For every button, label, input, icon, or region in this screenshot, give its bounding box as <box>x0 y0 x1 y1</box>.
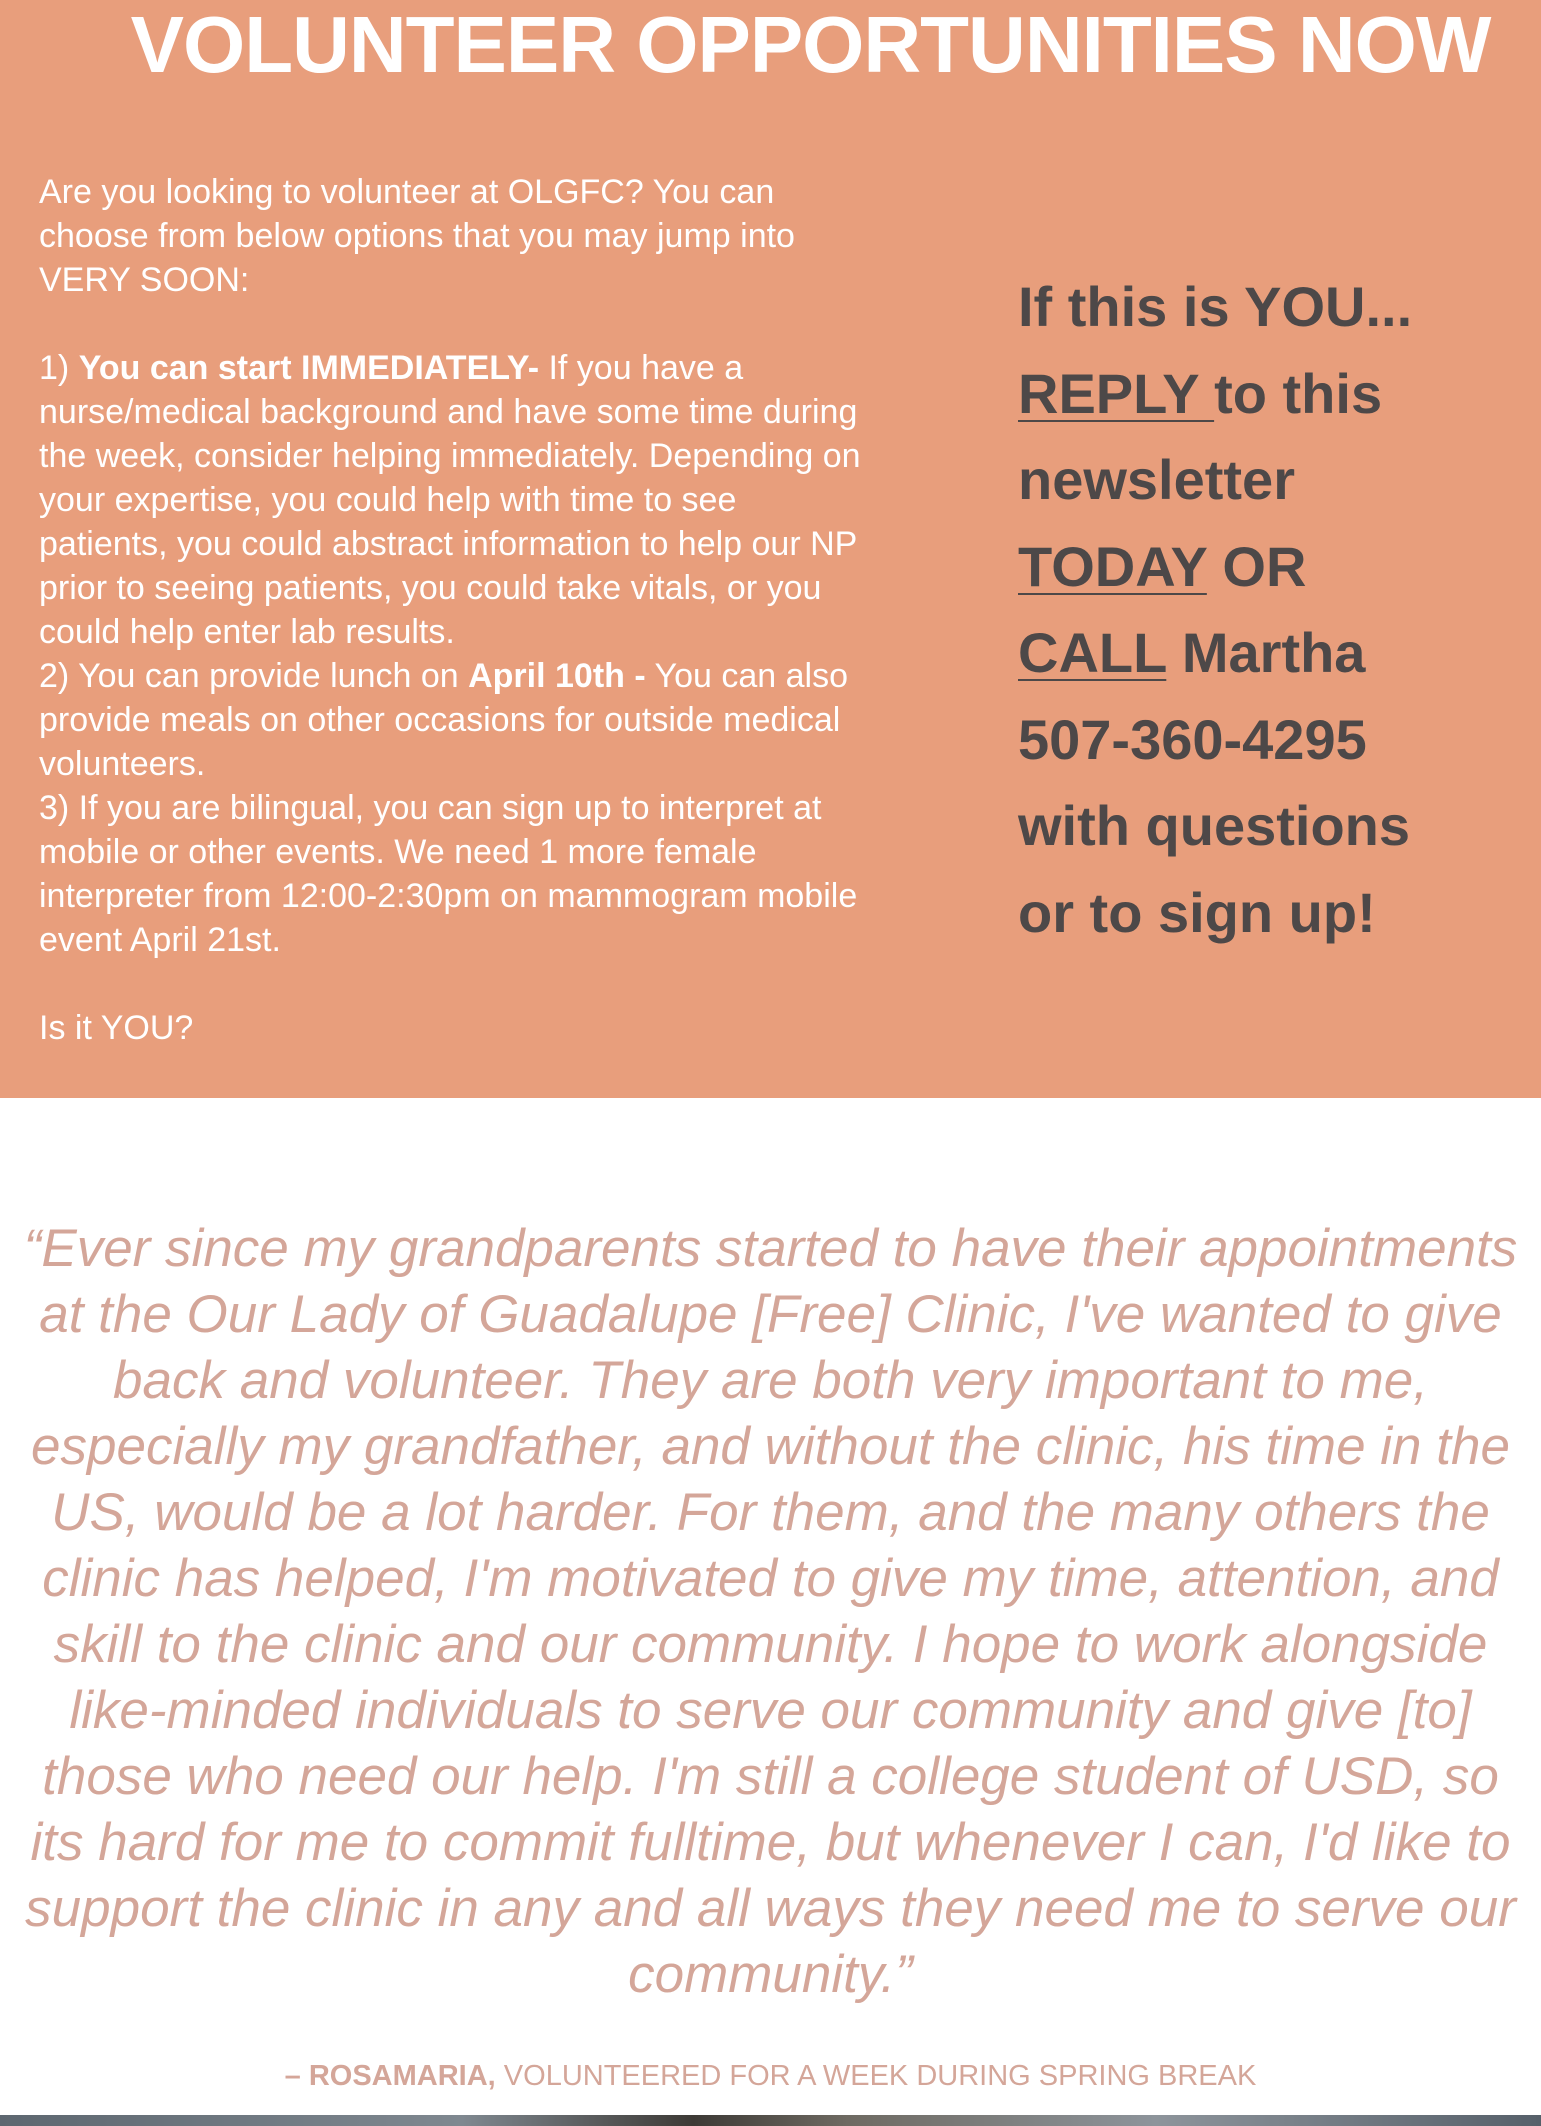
intro-text: Are you looking to volunteer at OLGFC? You can choose from below options that you may jump into VERY SOON: <box>39 173 795 299</box>
testimonial-author: – ROSAMARIA, <box>284 2060 496 2092</box>
closing-question: Is it YOU? <box>39 1009 194 1047</box>
option-1-heading: You can start IMMEDIATELY- <box>78 349 540 387</box>
page-title: VOLUNTEER OPPORTUNITIES NOW <box>130 0 1491 89</box>
option-2 <box>39 654 869 786</box>
testimonial-quote: “Ever since my grandparents started to have their appointments at the Our Lady of Guadalupe [Free] Clinic, I've wanted to give back and volunteer. They are both very important to me, especially my grandfather, and without the clinic, his time in the US, would be a lot harder. For them, and the many others the clinic has helped, I'm motivated to give my time, attention, and skill to the clinic and our community. I hope to work alongside like-minded individuals to serve our community and give [to] those who need our help. I'm still a college student of USD, so its hard for me to commit fulltime, but whenever I can, I'd like to support the clinic in any and all ways they need me to serve our community.” <box>23 1219 1518 2004</box>
today-link[interactable]: TODAY <box>1018 534 1207 598</box>
testimonial-author-detail: VOLUNTEERED FOR A WEEK DURING SPRING BREAK <box>495 2060 1257 2092</box>
callout-line-8: or to sign up! <box>1018 880 1376 944</box>
callout-line-7: with questions <box>1018 794 1410 857</box>
callout-line-5 <box>1018 610 1498 697</box>
callout-line-1: If this is YOU... <box>1018 275 1413 338</box>
option-2-date: April 10th - <box>468 657 646 695</box>
callout-line-4 <box>1018 524 1498 611</box>
option-1 <box>39 346 869 654</box>
testimonial-attribution <box>0 2056 1541 2096</box>
option-2-text: 2) You can provide lunch on <box>39 657 469 695</box>
callout-line-5-text: Martha <box>1166 621 1366 684</box>
callout-line-2 <box>1018 351 1498 438</box>
phone-number: 507-360-4295 <box>1018 707 1367 771</box>
option-1-text: If you have a nurse/medical background and have some time during the week, consider helping immediately. Depending on your expertise, you could help with time to see patients, you could abstract information to help our NP prior to seeing patients, you could take vitals, or you could help enter lab results. <box>39 349 861 651</box>
option-3: 3) If you are bilingual, you can sign up to interpret at mobile or other events. We need 1 more female interpreter from 12:00-2:30pm on mammogram mobile event April 21st. <box>39 789 858 959</box>
callout-line-3: newsletter <box>1018 448 1295 511</box>
spacer <box>39 302 869 346</box>
spacer <box>39 962 869 1006</box>
callout-line-4-text: OR <box>1206 534 1307 598</box>
reply-link[interactable]: REPLY <box>1018 361 1215 425</box>
option-2-rest: You can also provide meals on other occasions for outside medical volunteers. <box>39 657 848 783</box>
photo-strip <box>0 2115 1541 2126</box>
volunteer-options <box>39 170 869 1050</box>
call-link[interactable]: CALL <box>1018 621 1167 684</box>
callout-line-2-text: to this <box>1214 361 1383 425</box>
option-1-number: 1) <box>39 349 79 387</box>
contact-callout <box>1018 264 1498 956</box>
